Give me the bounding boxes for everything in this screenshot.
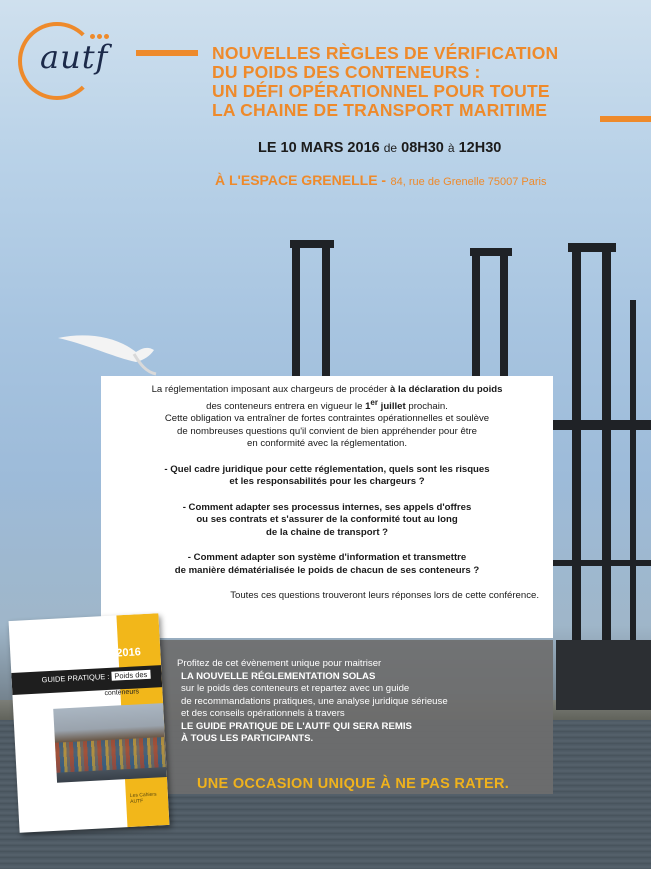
promo-line: et des conseils opérationnels à travers (181, 708, 345, 719)
title-line: LA CHAINE DE TRANSPORT MARITIME (212, 100, 548, 120)
title-line: UN DÉFI OPÉRATIONNEL POUR TOUTE (212, 81, 550, 101)
booklet-footer-line: AUTF (130, 798, 144, 805)
question-line: de la chaine de transport ? (265, 526, 389, 538)
promo-text (177, 658, 537, 792)
event-title (212, 44, 598, 120)
intro-date-day: 1 (365, 400, 371, 412)
intro-line (111, 384, 543, 397)
booklet-subtitle: conteneurs (104, 688, 140, 698)
question-1 (111, 464, 543, 489)
call-to-action: UNE OCCASION UNIQUE À NE PAS RATER. (197, 776, 510, 792)
question-line: ou ses contrats et s'assurer de la conformité tout au long (196, 514, 458, 526)
intro-text: La réglementation imposant aux chargeurs de procéder (151, 384, 390, 395)
booklet-title-text: GUIDE PRATIQUE : (41, 671, 110, 685)
intro-line: de nombreuses questions qu'il convient de bien appréhender pour être (177, 425, 477, 437)
title-accent-bar-left (136, 50, 198, 56)
question-2 (111, 502, 543, 540)
booklet-port-photo (53, 703, 167, 783)
intro-text: des conteneurs entrera en vigueur le (206, 400, 366, 412)
promo-line-bold: LE GUIDE PRATIQUE DE L'AUTF QUI SERA REMIS (181, 720, 412, 732)
question-line: - Comment adapter ses processus internes, ses appels d'offres (182, 501, 472, 513)
promo-line-bold: À TOUS LES PARTICIPANTS. (181, 733, 314, 744)
booklet-footer (130, 792, 157, 805)
promo-line: Profitez de cet évènement unique pour maitriser (177, 658, 382, 669)
guide-booklet-image (9, 613, 170, 833)
question-3 (111, 552, 543, 577)
booklet-title-tag: Poids des (111, 670, 150, 681)
title-line: DU POIDS DES CONTENEURS : (212, 62, 481, 82)
intro-line: Cette obligation va entraîner de fortes contraintes opérationnelles et soulève (164, 413, 490, 425)
event-venue (215, 172, 546, 190)
question-line: - Comment adapter son système d'information et transmettre (187, 552, 467, 564)
title-line: NOUVELLES RÈGLES DE VÉRIFICATION (212, 43, 559, 63)
promo-line-bold: LA NOUVELLE RÉGLEMENTATION SOLAS (181, 670, 376, 682)
event-start-time: 08H30 (401, 140, 444, 156)
logo-dots (90, 26, 116, 36)
venue-address: 84, rue de Grenelle 75007 Paris (390, 176, 547, 188)
closing-text: Toutes ces questions trouveront leurs réponses lors de cette conférence. (230, 590, 539, 602)
intro-date-sup: er (370, 397, 378, 407)
question-line: - Quel cadre juridique pour cette réglementation, quels sont les risques (164, 463, 490, 475)
booklet-year: 2016 (116, 646, 142, 660)
title-accent-bar-right (600, 116, 651, 122)
promo-line: de recommandations pratiques, une analyse juridique sérieuse (181, 695, 448, 707)
intro-emphasis: à la déclaration du poids (389, 384, 503, 395)
logo-text: autf (40, 38, 109, 76)
event-date-de: de (383, 141, 398, 155)
question-line: de manière dématérialisée le poids de chacun de ses conteneurs ? (174, 564, 480, 576)
event-date-day: LE 10 MARS 2016 (258, 140, 380, 156)
question-line: et les responsabilités pour les chargeurs ? (229, 476, 425, 488)
event-date (258, 140, 501, 156)
promo-line: sur le poids des conteneurs et repartez avec un guide (181, 683, 410, 694)
intro-line: en conformité avec la réglementation. (247, 438, 407, 450)
info-panel (101, 376, 553, 638)
booklet-footer-line: Les Cahiers (129, 791, 157, 799)
intro-line (111, 397, 543, 414)
event-end-time: 12H30 (458, 140, 502, 156)
intro-date-month: juillet (377, 400, 406, 412)
autf-logo (18, 18, 134, 102)
event-date-a: à (447, 141, 455, 155)
seagull-image (56, 328, 166, 378)
intro-text: prochain. (405, 400, 448, 412)
venue-name: À L'ESPACE GRENELLE - (215, 172, 387, 188)
